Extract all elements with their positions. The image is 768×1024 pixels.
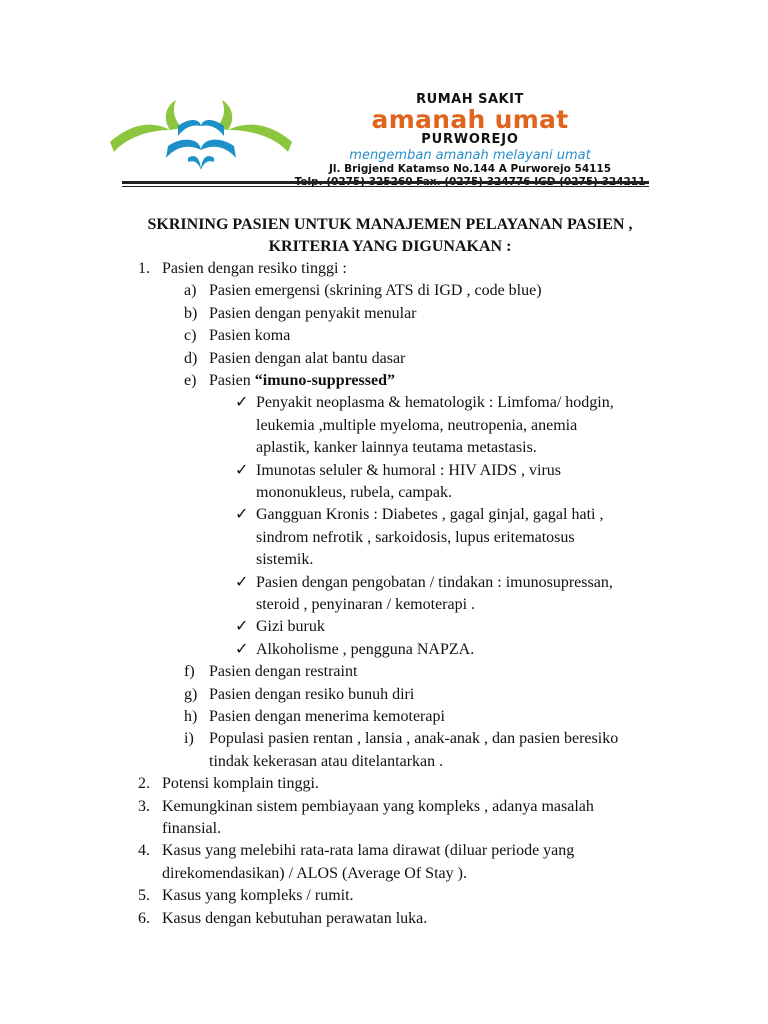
list-item-text	[209, 728, 618, 750]
check-icon: ✓	[235, 394, 249, 412]
text-run: Gizi buruk	[256, 618, 325, 636]
check-icon: ✓	[235, 573, 249, 591]
list-item-text	[162, 818, 221, 840]
document-title	[60, 214, 720, 258]
list-item-text	[209, 303, 417, 325]
text-run: Kasus yang melebihi rata-rata lama dirawat (diluar periode yang	[162, 842, 575, 860]
list-marker: 5.	[138, 887, 150, 905]
list-item-text	[209, 684, 414, 706]
text-run: direkomendasikan) / ALOS (Average Of Stay ).	[162, 864, 467, 882]
list-item-text	[162, 796, 594, 818]
list-marker: h)	[184, 708, 198, 725]
list-marker: e)	[184, 372, 197, 389]
text-run: Pasien dengan pengobatan / tindakan : imunosupressan,	[256, 573, 613, 591]
text-run: leukemia ,multiple myeloma, neutropenia, anemia	[256, 416, 578, 434]
list-item-text	[209, 348, 405, 370]
list-marker: f)	[184, 663, 195, 681]
list-item-text	[256, 392, 614, 414]
text-run: Pasien dengan resiko tinggi :	[162, 260, 347, 277]
text-run: Imunotas seluler & humoral : HIV AIDS , virus	[256, 461, 562, 479]
list-marker: 6.	[138, 909, 150, 927]
text-run: Gangguan Kronis : Diabetes , gagal ginjal, gagal hati ,	[256, 506, 604, 524]
list-item-text	[162, 908, 427, 930]
text-run: mononukleus, rubela, campak.	[256, 484, 452, 501]
list-item-text	[256, 549, 313, 571]
list-marker: 4.	[138, 842, 150, 860]
list-item-text	[256, 437, 537, 459]
text-run: Kasus dengan kebutuhan perawatan luka.	[162, 909, 428, 927]
text-run: steroid , penyinaran / kemoterapi .	[256, 596, 476, 613]
title-line-1: SKRINING PASIEN UNTUK MANAJEMEN PELAYANAN PASIEN ,	[147, 216, 633, 233]
text-run: Kemungkinan sistem pembiayaan yang kompleks , adanya masalah	[162, 797, 594, 815]
text-run: tindak kekerasan atau ditelantarkan .	[209, 752, 444, 770]
list-item-text	[256, 482, 452, 504]
text-run: Kasus yang kompleks / rumit.	[162, 887, 354, 905]
text-run: sindrom nefrotik , sarkoidosis, lupus eritematosus	[256, 528, 575, 546]
list-item-text	[162, 773, 319, 795]
list-item-text	[209, 706, 445, 728]
text-run: aplastik, kanker lainnya teutama metastasis.	[256, 439, 537, 457]
list-item-text	[256, 504, 603, 526]
letterhead-rule-thick	[122, 181, 649, 184]
hospital-address: Jl. Brigjend Katamso No.144 A Purworejo 54115	[328, 163, 612, 175]
list-item-text	[256, 572, 613, 594]
list-item-text	[256, 460, 561, 482]
list-marker: 2.	[138, 775, 150, 793]
list-item-text	[209, 370, 395, 392]
list-item-text	[256, 639, 474, 661]
hospital-tagline: mengemban amanah melayani umat	[349, 148, 591, 163]
text-run: Penyakit neoplasma & hematologik : Limfoma/ hodgin,	[256, 394, 614, 412]
list-marker: 3.	[138, 797, 150, 815]
list-item-text	[209, 325, 290, 347]
letterhead	[0, 0, 768, 190]
list-marker: c)	[184, 327, 197, 345]
list-item-text	[162, 258, 347, 280]
check-icon: ✓	[235, 640, 249, 658]
text-run: Pasien dengan alat bantu dasar	[209, 349, 406, 367]
text-run: Alkoholisme , pengguna NAPZA.	[256, 640, 475, 658]
text-run: Pasien dengan menerima kemoterapi	[209, 708, 445, 725]
list-item-text	[209, 661, 357, 683]
text-run: finansial.	[162, 820, 222, 837]
title-line-2: KRITERIA YANG DIGUNAKAN :	[268, 238, 512, 255]
hospital-type: RUMAH SAKIT	[416, 92, 524, 107]
emphasis-text: “imuno-suppressed”	[254, 372, 395, 389]
check-icon: ✓	[235, 461, 249, 479]
text-run: Pasien dengan resiko bunuh diri	[209, 685, 415, 703]
list-marker: g)	[184, 685, 198, 703]
list-marker: 1.	[138, 260, 150, 277]
text-run: Pasien dengan penyakit menular	[209, 304, 417, 322]
list-marker: b)	[184, 304, 198, 322]
text-run: Potensi komplain tinggi.	[162, 775, 319, 793]
list-item-text	[162, 863, 467, 885]
text-run: Pasien koma	[209, 327, 291, 345]
hospital-identity	[290, 92, 650, 189]
letterhead-rule-thin	[122, 186, 649, 187]
text-run: sistemik.	[256, 551, 314, 569]
list-item-text	[256, 527, 575, 549]
text-run: Populasi pasien rentan , lansia , anak-anak , dan pasien beresiko	[209, 730, 619, 748]
list-marker: i)	[184, 730, 194, 748]
check-icon: ✓	[235, 618, 249, 636]
list-item-text	[256, 415, 577, 437]
check-icon: ✓	[235, 506, 249, 524]
list-item-text	[209, 751, 443, 773]
list-item-text	[209, 280, 542, 302]
list-marker: a)	[184, 282, 197, 300]
list-item-text	[256, 594, 475, 616]
text-run: Pasien	[209, 372, 255, 389]
text-run: Pasien dengan restraint	[209, 663, 358, 681]
text-run: Pasien emergensi (skrining ATS di IGD , code blue)	[209, 282, 542, 300]
hospital-name: amanah umat	[371, 105, 569, 134]
list-item-text	[162, 840, 574, 862]
hospital-city: PURWOREJO	[421, 132, 519, 147]
hospital-logo	[108, 96, 294, 174]
list-marker: d)	[184, 349, 198, 367]
list-item-text	[162, 885, 354, 907]
list-item-text	[256, 616, 325, 638]
